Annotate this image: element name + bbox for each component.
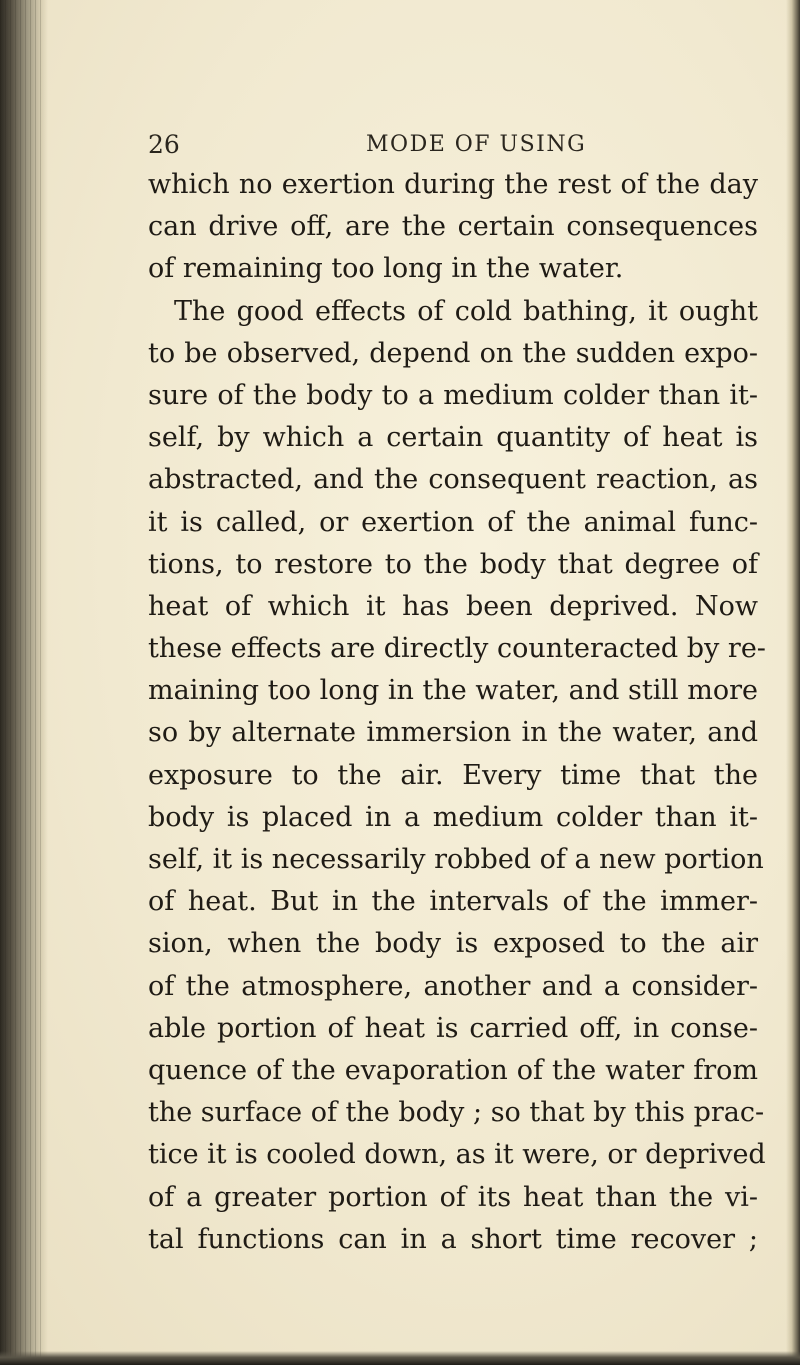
text-line: quence of the evaporation of the water from <box>148 1054 758 1086</box>
text-line: the surface of the body ; so that by this prac- <box>148 1097 765 1129</box>
text-line: which no exertion during the rest of the day <box>148 169 758 200</box>
text-line: of remaining too long in the water. <box>148 253 624 285</box>
page-header <box>148 126 748 166</box>
text-line: abstracted, and the consequent reaction, as <box>148 464 758 496</box>
text-line: of the atmosphere, another and a consider- <box>148 970 758 1002</box>
text-line: of a greater portion of its heat than the vi- <box>148 1181 758 1213</box>
page-bottom-edge <box>0 1351 800 1365</box>
text-line: tions, to restore to the body that degree of <box>148 548 758 580</box>
binding-texture <box>0 0 44 1365</box>
page-right-edge <box>786 0 800 1365</box>
text-line: able portion of heat is carried off, in conse- <box>148 1012 758 1044</box>
text-line: so by alternate immersion in the water, and <box>148 717 758 749</box>
text-line: maining too long in the water, and still more <box>148 675 758 707</box>
text-line: it is called, or exertion of the animal func- <box>148 506 758 538</box>
text-line: tal functions can in a short time recover ; <box>148 1223 758 1255</box>
body-text <box>148 164 766 1261</box>
text-line: self, by which a certain quantity of heat is <box>148 422 758 454</box>
text-line: can drive off, are the certain consequences <box>148 211 758 243</box>
running-head: MODE OF USING <box>366 132 587 157</box>
text-line: these effects are directly counteracted by re- <box>148 633 766 665</box>
text-line: self, it is necessarily robbed of a new portion <box>148 844 764 875</box>
text-line: to be observed, depend on the sudden expo- <box>148 337 758 369</box>
text-line: of heat. But in the intervals of the immer- <box>148 886 758 918</box>
text-line: The good effects of cold bathing, it ought <box>174 295 758 327</box>
text-line: sure of the body to a medium colder than it- <box>148 379 758 411</box>
text-line: exposure to the air. Every time that the <box>148 759 758 791</box>
text-line: tice it is cooled down, as it were, or deprived <box>148 1139 766 1171</box>
text-line: heat of which it has been deprived. Now <box>148 590 758 622</box>
text-line: sion, when the body is exposed to the air <box>148 928 758 960</box>
page-number: 26 <box>148 130 180 159</box>
text-line: body is placed in a medium colder than it- <box>148 801 758 833</box>
